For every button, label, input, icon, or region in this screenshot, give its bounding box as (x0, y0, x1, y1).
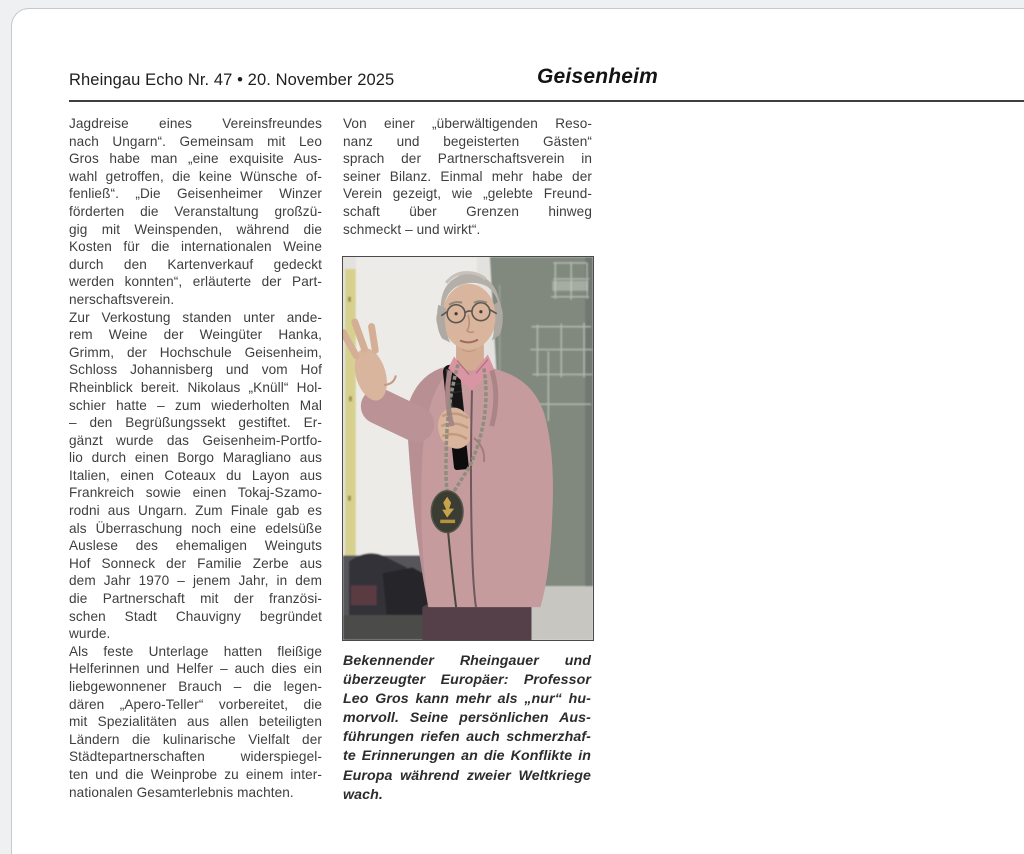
paragraph (343, 115, 592, 238)
text-line: wahl getroffen, die keine Wünsche of- (69, 168, 322, 184)
section-title: Geisenheim (537, 65, 659, 88)
text-line: nanz und begeisterten Gästen“ (343, 133, 592, 149)
paragraph (69, 643, 322, 801)
text-line: führungen riefen auch schmerzhaf- (343, 729, 591, 746)
text-line: dären „Apero-Teller“ vorbereitet, die (69, 696, 322, 712)
text-line: Leo Gros kann mehr als „nur“ hu- (343, 691, 591, 708)
article-photo (342, 256, 594, 641)
text-line: förderten die Veranstaltung großzü- (69, 203, 322, 219)
article-column-left (69, 115, 322, 801)
paper-sheet (11, 8, 1024, 854)
photo-illustration (343, 257, 593, 640)
text-line: Hof Sonneck der Familie Zerbe aus (69, 555, 322, 571)
text-line: Städtepartnerschaften widerspiegel- (69, 749, 322, 765)
text-line: seiner Bilanz. Einmal mehr habe der (343, 168, 592, 184)
text-line: die Partnerschaft mit der französi- (69, 591, 322, 607)
text-line: Gros habe man „eine exquisite Aus- (69, 151, 322, 167)
text-line: liebgewonnener Brauch – die legen- (69, 679, 322, 694)
text-line: sprach der Partnerschaftsverein in (343, 151, 592, 167)
text-line: überzeugter Europäer: Professor (343, 672, 591, 689)
text-line: Europa während zweier Weltkriege (343, 767, 591, 784)
text-line: Helferinnen und Helfer – auch dies ein (69, 661, 322, 677)
text-line: mit Spezialitäten aus allen beteiligten (69, 714, 322, 730)
text-line: rodni aus Ungarn. Zum Finale gab es (69, 503, 322, 519)
text-line: dem Jahr 1970 – jenem Jahr, in dem (69, 573, 322, 589)
text-line: gänzt wurde das Geisenheim-Portfo- (69, 432, 322, 448)
text-line: schaft über Grenzen hinweg (343, 203, 592, 219)
paragraph (69, 309, 322, 643)
text-line: wach. (343, 786, 383, 803)
text-line: Von einer „überwältigenden Reso- (343, 116, 592, 131)
text-line: fenließ“. „Die Geisenheimer Winzer (69, 186, 322, 202)
text-line: Schloss Johannisberg und vom Hof (69, 362, 322, 378)
header-rule (69, 100, 1024, 102)
text-line: nerschaftsverein. (69, 291, 175, 307)
text-line: Jagdreise eines Vereinsfreundes (69, 116, 322, 131)
text-line: Zur Verkostung standen unter ande- (69, 309, 322, 325)
text-line: Grimm, der Hochschule Geisenheim, (69, 344, 322, 360)
text-line: als Überraschung noch eine edelsüße (69, 520, 322, 536)
text-line: schmeckt – und wirkt“. (343, 221, 481, 237)
text-line: lio durch einen Borgo Maragliano aus (69, 450, 322, 466)
paragraph (69, 115, 322, 309)
text-line: Rheinblick bereit. Nikolaus „Knüll“ Hol- (69, 379, 322, 395)
text-line: gig mit Weinspenden, während die (69, 221, 322, 237)
text-line: Verein gezeigt, wie „gelebte Freund- (343, 186, 592, 202)
paragraph (343, 652, 591, 805)
article-column-right (343, 115, 592, 238)
text-line: Auslese des ehemaligen Weinguts (69, 538, 322, 554)
text-line: durch den Kartenverkauf gedeckt (69, 256, 322, 272)
text-line: nationalen Gesamterlebnis machten. (69, 784, 294, 800)
text-line: Ländern die kulinarische Vielfalt der (69, 731, 322, 747)
issue-line: Rheingau Echo Nr. 47 • 20. November 2025 (69, 71, 395, 89)
text-line: rem Weine der Weingüter Hanka, (69, 327, 322, 343)
text-line: werden konnten“, erläuterte der Part- (69, 274, 322, 290)
text-line: schier hatte – zum wiederholten Mal (69, 397, 322, 413)
text-line: Als feste Unterlage hatten fleißige (69, 643, 322, 659)
text-line: nach Ungarn“. Gemeinsam mit Leo (69, 133, 322, 149)
text-line: ten und die Weinprobe zu einem inter- (69, 766, 322, 782)
text-line: schen Stadt Chauvigny begründet (69, 608, 322, 624)
text-line: – den Begrüßungssekt gestiftet. Er- (69, 415, 322, 431)
text-line: morvoll. Seine persönlichen Aus- (343, 710, 591, 727)
text-line: Frankreich sowie einen Tokaj-Szamo- (69, 485, 322, 501)
medallion (431, 491, 463, 533)
photo-caption (343, 652, 591, 805)
text-line: Italien, einen Coteaux du Layon aus (69, 467, 322, 483)
text-line: te Erinnerungen an die Konflikte in (343, 748, 591, 765)
text-line: Bekennender Rheingauer und (343, 653, 591, 669)
text-line: Kosten für die internationalen Weine (69, 239, 322, 255)
text-line: wurde. (69, 626, 111, 642)
